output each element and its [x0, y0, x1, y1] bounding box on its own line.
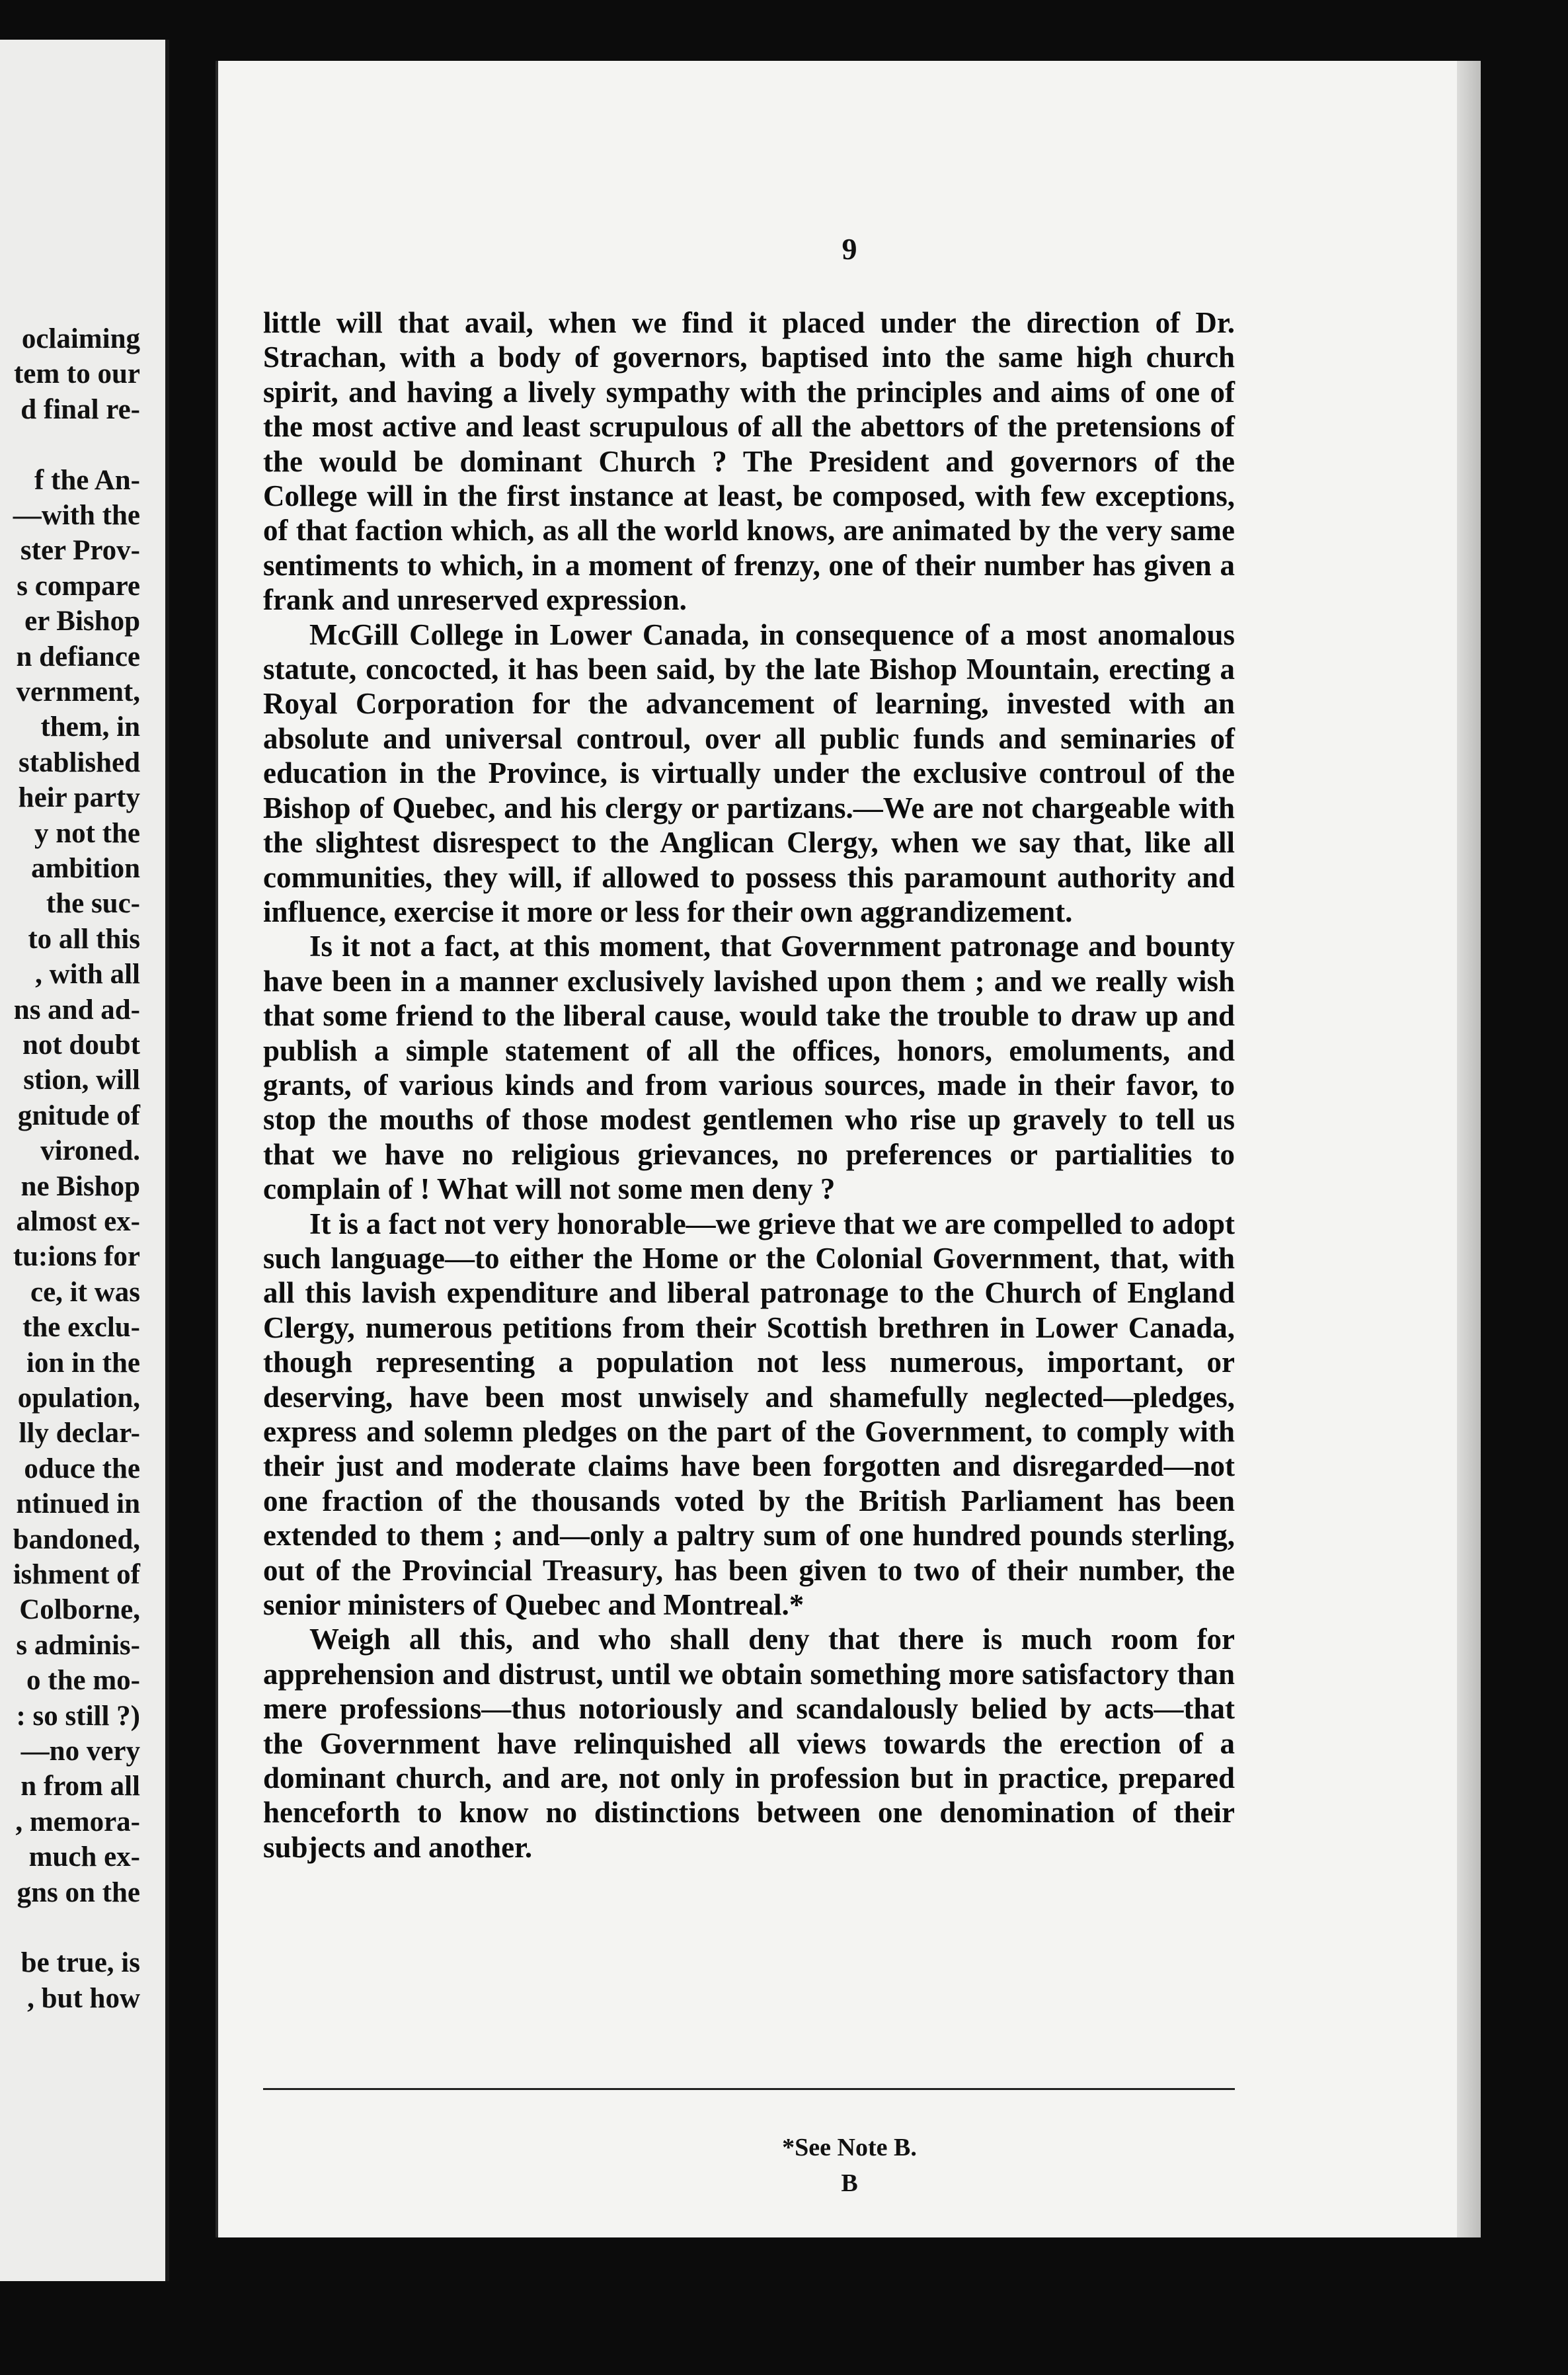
left-page-line: f the An-: [34, 464, 140, 496]
left-page-line: almost ex-: [16, 1206, 140, 1237]
left-page-line: much ex-: [28, 1841, 140, 1873]
left-page-line: Colborne,: [19, 1594, 140, 1626]
page-number: 9: [842, 232, 857, 266]
page-edge-shadow: [1457, 61, 1481, 2237]
paragraph-5: Weigh all this, and who shall deny that there is much room for apprehension and distrust, until we obtain something more satisfactory than mere professions—thus notoriously and scandalously belied by acts—that the Government have relinquished all views towards the erection of a dominant church, and are, not only in profession but in practice, prepared henceforth to know no distinctions between one denomination of their subjects and another.: [263, 1623, 1235, 1864]
left-page-line: er Bishop: [24, 606, 140, 637]
left-page-line: oduce the: [24, 1453, 140, 1484]
left-page-line: ntinued in: [16, 1488, 140, 1520]
left-page-line: n from all: [20, 1771, 140, 1802]
left-page-line: them, in: [40, 711, 140, 743]
left-page-line: ion in the: [26, 1347, 140, 1379]
footnote: *See Note B.: [782, 2134, 917, 2161]
left-page-line: not doubt: [22, 1029, 140, 1061]
right-page: [216, 61, 1481, 2237]
left-page-line: s compare: [17, 570, 140, 602]
body-text: [263, 305, 1235, 1865]
left-page-line: vironed.: [40, 1135, 140, 1167]
left-page-line: y not the: [34, 817, 140, 849]
paragraph-2: McGill College in Lower Canada, in consequence of a most anomalous statute, concocted, it has been said, by the late Bishop Mountain, erecting a Royal Corporation for the advancement of learning, invested with an absolute and universal controul, over all public funds and seminaries of education in the Province, is virtually under the exclusive controul of the Bishop of Quebec, and his clergy or partizans.—We are not chargeable with the slightest disrespect to the Anglican Clergy, when we say that, like all communities, they will, if allowed to possess this paramount authority and influence, exercise it more or less for their own aggrandizement.: [263, 618, 1235, 928]
left-facing-page: [0, 40, 169, 2281]
left-page-line: o the mo-: [26, 1665, 140, 1697]
left-page-line: oclaiming: [21, 323, 140, 354]
footnote-rule: [263, 2088, 1235, 2090]
left-page-line: d final re-: [20, 393, 140, 425]
left-page-line: the exclu-: [22, 1312, 140, 1344]
left-page-line: ishment of: [13, 1559, 140, 1590]
left-page-line: tu:ions for: [13, 1241, 140, 1273]
left-page-line: s adminis-: [16, 1629, 140, 1661]
left-page-line: ns and ad-: [13, 994, 140, 1026]
left-page-line: opulation,: [17, 1383, 140, 1414]
left-page-line: tem to our: [13, 358, 140, 390]
paragraph-3: Is it not a fact, at this moment, that Government patronage and bounty have been in a manner exclusively lavished upon them ; and we really wish that some friend to the liberal cause, would take the trouble to draw up and publish a simple statement of all the offices, honors, emoluments, and grants, of various kinds and from various sources, made in their favor, to stop the mouths of those modest gentlemen who rise up gravely to tell us that we have no religious grievances, no preferences or partialities to complain of ! What will not some men deny ?: [263, 930, 1235, 1206]
left-page-line: , but how: [27, 1982, 140, 2014]
left-page-line: gnitude of: [17, 1100, 140, 1131]
left-page-line: be true, is: [20, 1947, 140, 1979]
left-page-line: ambition: [31, 853, 140, 884]
paragraph-4: It is a fact not very honorable—we grieve that we are compelled to adopt such language—to either the Home or the Colonial Government, that, with all this lavish expenditure and liberal patronage to the Church of England Clergy, numerous petitions from their Scottish brethren in Lower Canada, though representing a population not less numerous, important, or deserving, have been most unwisely and shamefully neglected—pledges, express and solemn pledges on the part of the Government, to comply with their just and moderate claims have been forgotten and disregarded—not one fraction of the thousands voted by the British Parliament has been extended to them ; and—only a paltry sum of one hundred pounds sterling, out of the Provincial Treasury, has been given to two of their number, the senior ministers of Quebec and Montreal.*: [263, 1207, 1235, 1622]
left-page-line: heir party: [18, 782, 140, 814]
left-page-line: lly declar-: [19, 1418, 140, 1449]
left-page-line: —with the: [13, 500, 140, 531]
left-page-line: , with all: [35, 959, 140, 990]
signature-mark: B: [841, 2169, 858, 2197]
left-page-line: the suc-: [46, 888, 140, 920]
left-page-line: ster Prov-: [20, 535, 140, 567]
left-page-line: gns on the: [17, 1876, 140, 1908]
left-page-line: vernment,: [16, 676, 140, 707]
left-page-line: n defiance: [16, 641, 140, 672]
left-page-line: stion, will: [23, 1065, 140, 1096]
left-page-line: ce, it was: [30, 1276, 140, 1308]
left-page-line: —no very: [20, 1736, 140, 1767]
paragraph-1: little will that avail, when we find it placed under the direction of Dr. Strachan, with a body of governors, baptised into the same high church spirit, and having a lively sympathy with the principles and aims of one of the most active and least scrupulous of all the abettors of the pretensions of the would be dominant Church ? The President and governors of the College will in the first instance at least, be composed, with few exceptions, of that faction which, as all the world knows, are animated by the very same sentiments to which, in a moment of frenzy, one of their number has given a frank and unreserved expression.: [263, 306, 1235, 617]
left-page-line: ne Bishop: [20, 1170, 140, 1202]
left-page-line: to all this: [28, 923, 140, 955]
left-page-line: , memora-: [15, 1806, 140, 1837]
left-page-line: bandoned,: [13, 1523, 140, 1555]
left-page-line: stablished: [18, 746, 140, 778]
left-page-line: : so still ?): [16, 1700, 140, 1732]
